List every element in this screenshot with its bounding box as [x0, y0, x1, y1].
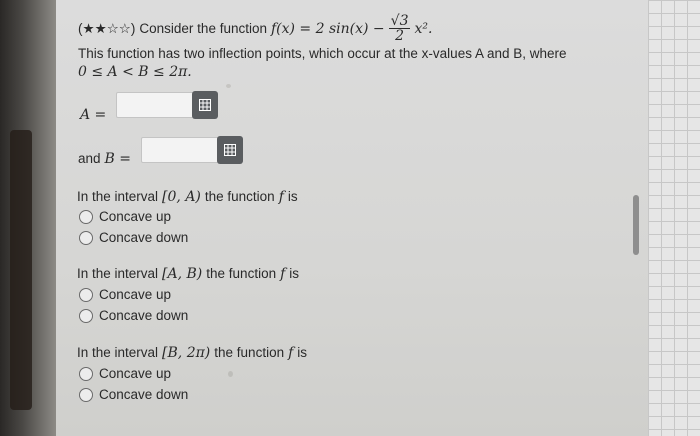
frac-numerator: √3: [390, 13, 409, 29]
interval-range: [B, 2π): [162, 345, 211, 361]
function-tail: x².: [414, 20, 433, 37]
question-line-2: This function has two inflection points, which occur at the x-values A and B, where: [78, 46, 567, 61]
a-label: A =: [80, 107, 107, 123]
interval-range: [A, B): [162, 266, 203, 282]
bezel-shadow: [10, 130, 32, 410]
interval-1-prompt: [77, 189, 298, 205]
interval-prefix: In the interval: [77, 345, 159, 360]
radio-button[interactable]: [79, 231, 93, 245]
interval-suffix: the function: [214, 345, 285, 360]
option-label: Concave up: [99, 209, 172, 224]
interval-3-concave-up[interactable]: [79, 366, 171, 381]
interval-is: is: [289, 266, 300, 281]
interval-3-prompt: [77, 345, 307, 361]
difficulty-stars: (★★☆☆): [78, 20, 136, 36]
b-label-math: B =: [104, 151, 131, 167]
interval-3-concave-down[interactable]: [79, 387, 188, 402]
radio-button[interactable]: [79, 367, 93, 381]
question-intro: Consider the function: [139, 21, 267, 36]
a-keyboard-button[interactable]: [192, 91, 218, 119]
interval-2-concave-up[interactable]: [79, 287, 171, 302]
radio-button[interactable]: [79, 210, 93, 224]
interval-var: f: [280, 266, 286, 282]
interval-prefix: In the interval: [77, 189, 159, 204]
keyboard-icon: [199, 99, 211, 111]
interval-1-concave-down[interactable]: [79, 230, 188, 245]
screen-smudge: [228, 371, 233, 377]
radio-button[interactable]: [79, 309, 93, 323]
option-label: Concave down: [99, 230, 189, 245]
option-label: Concave up: [99, 287, 172, 302]
interval-is: is: [287, 189, 298, 204]
b-label-text: and: [78, 151, 101, 166]
frac-denominator: 2: [395, 28, 405, 44]
a-input[interactable]: [116, 92, 194, 118]
interval-1-concave-up[interactable]: [79, 209, 171, 224]
interval-2-concave-down[interactable]: [79, 308, 188, 323]
b-input[interactable]: [141, 137, 219, 163]
interval-prefix: In the interval: [77, 266, 159, 281]
sqrt3-over-2: [389, 14, 411, 43]
scrollbar[interactable]: [633, 195, 639, 255]
interval-is: is: [297, 345, 308, 360]
keyboard-icon: [224, 144, 236, 156]
question-line-3: 0 ≤ A < B ≤ 2π.: [78, 64, 192, 80]
interval-suffix: the function: [204, 189, 275, 204]
b-keyboard-button[interactable]: [217, 136, 243, 164]
option-label: Concave down: [99, 387, 189, 402]
radio-button[interactable]: [79, 288, 93, 302]
function-lhs: f(x) = 2 sin(x) −: [270, 20, 385, 37]
interval-var: f: [278, 189, 284, 205]
interval-2-prompt: [77, 266, 299, 282]
interval-suffix: the function: [206, 266, 277, 281]
b-label: [78, 151, 131, 167]
background-grid: [648, 0, 700, 436]
interval-range: [0, A): [162, 189, 201, 205]
option-label: Concave down: [99, 308, 189, 323]
radio-button[interactable]: [79, 388, 93, 402]
screen-smudge: [226, 84, 231, 88]
question-line-1: [78, 14, 432, 43]
interval-var: f: [288, 345, 294, 361]
option-label: Concave up: [99, 366, 172, 381]
